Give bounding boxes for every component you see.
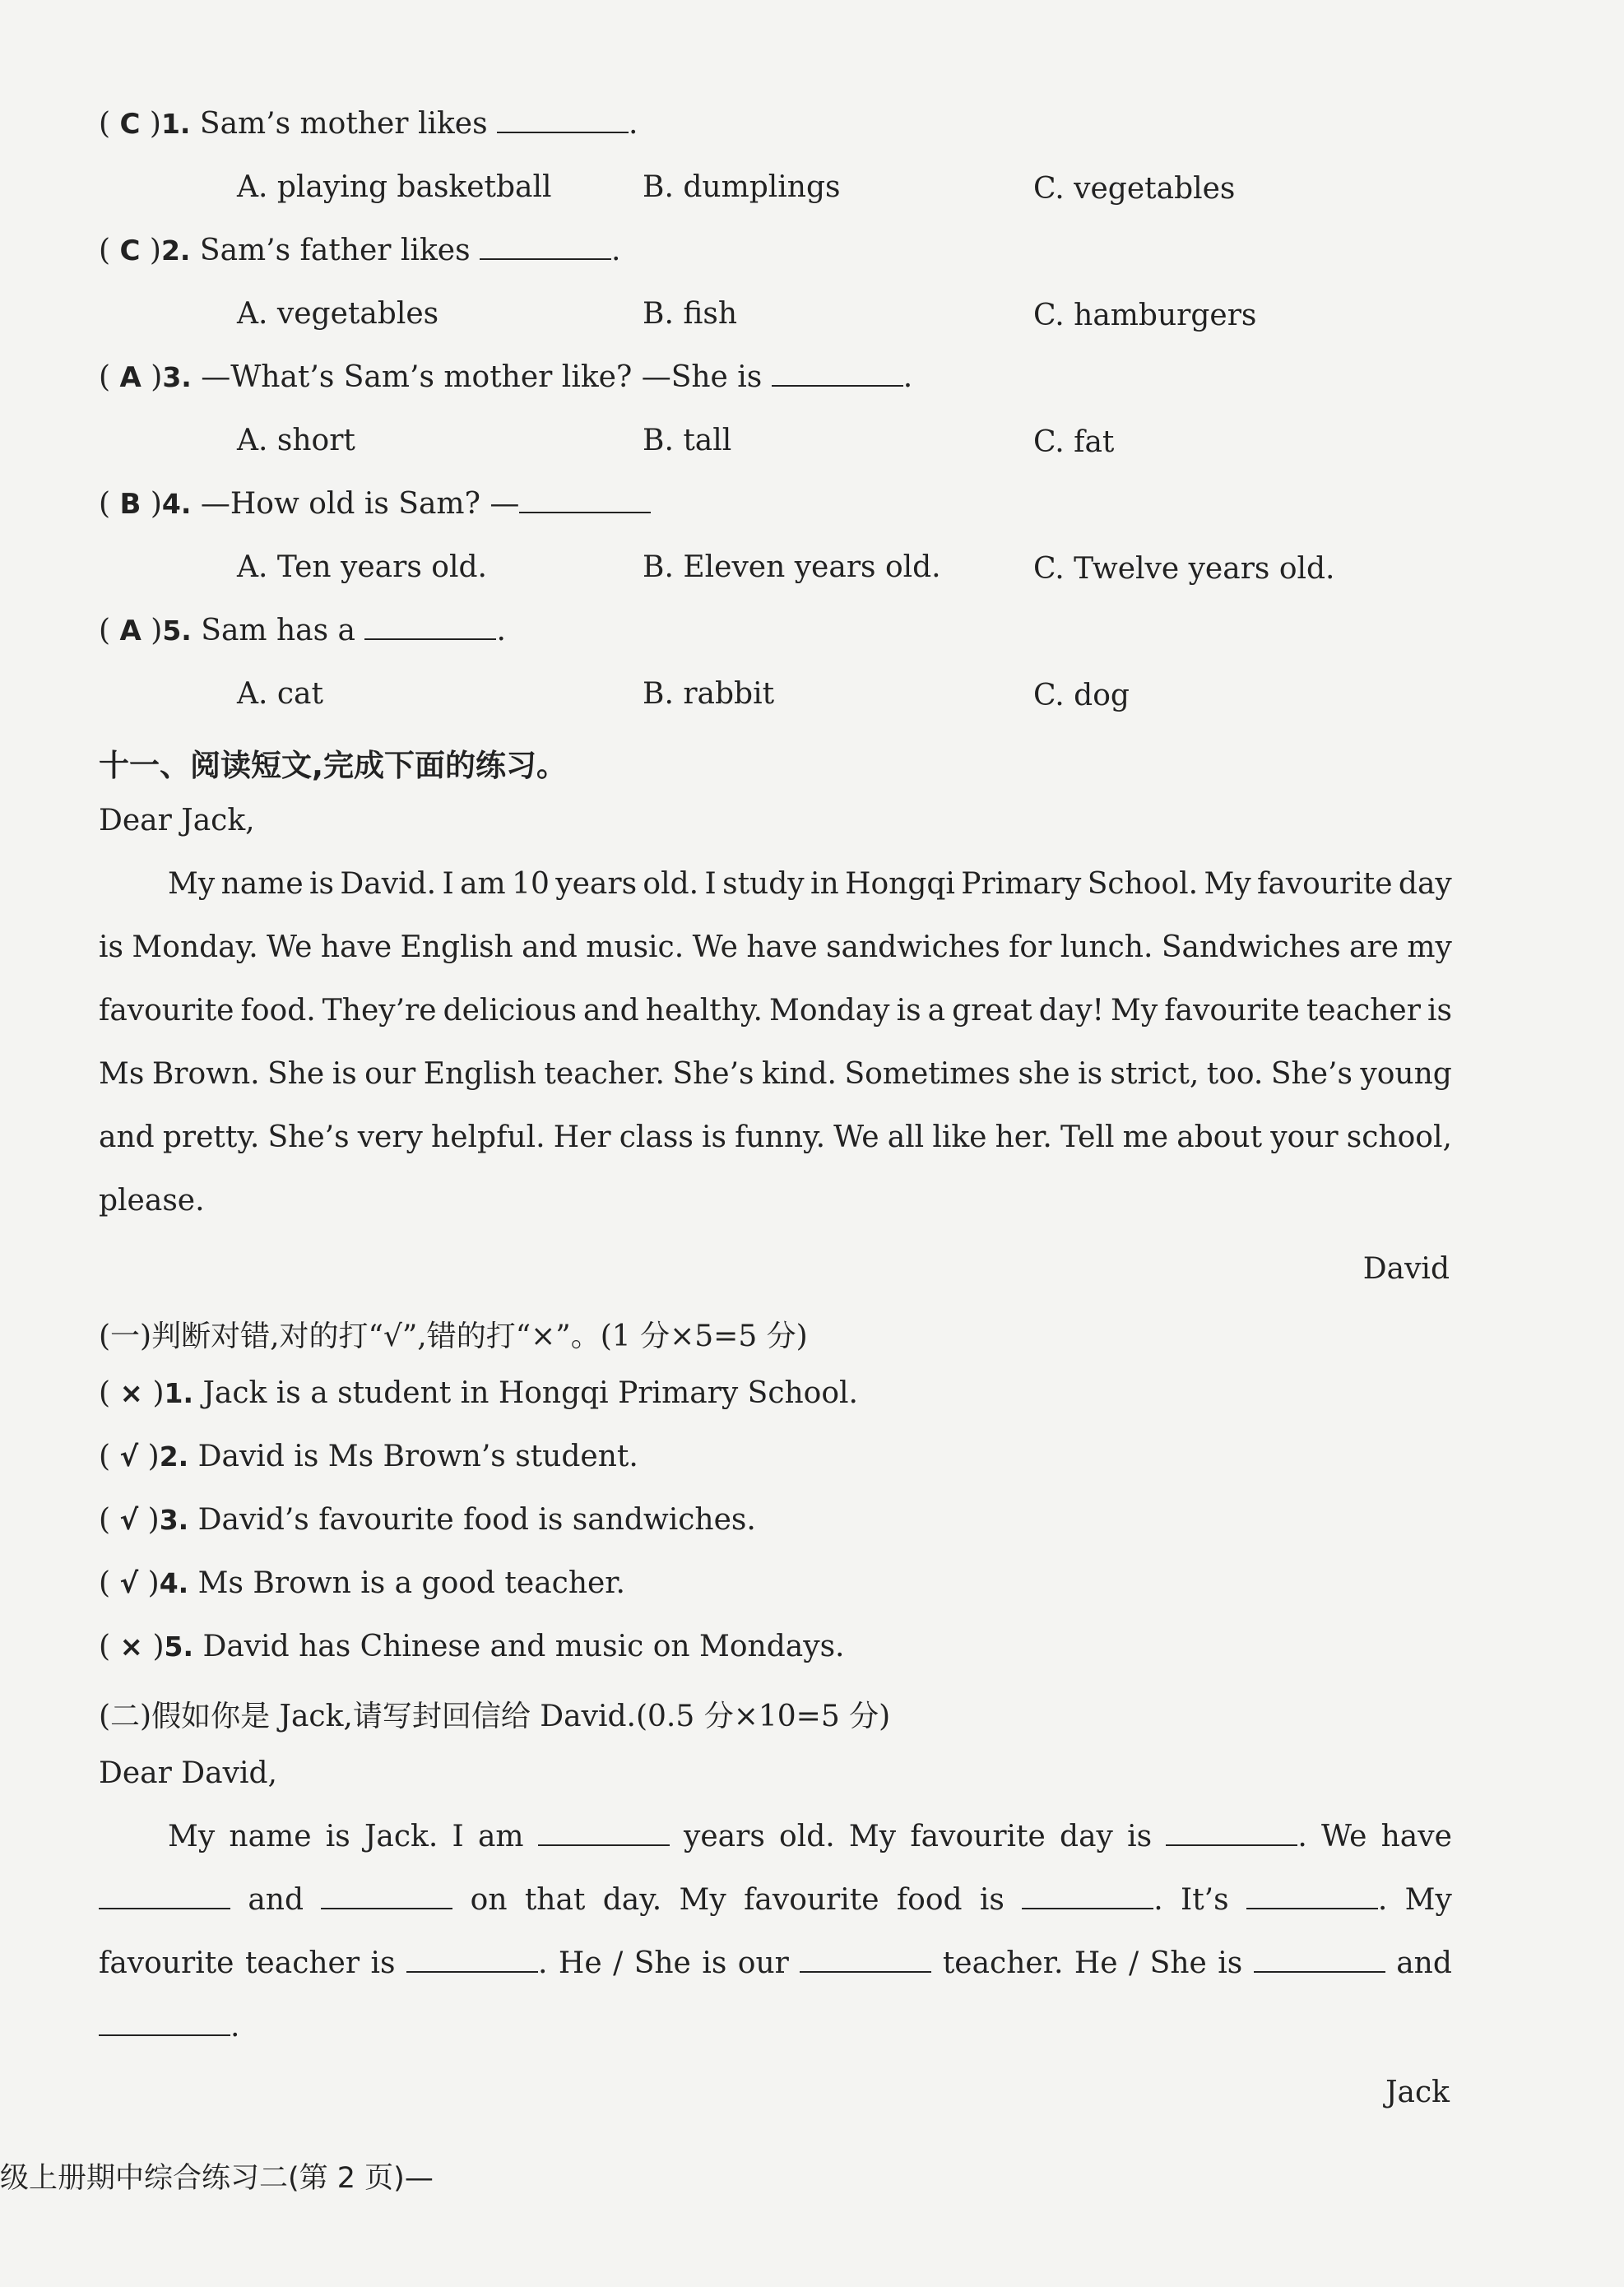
word: Her bbox=[553, 1120, 611, 1154]
word: We bbox=[833, 1120, 879, 1154]
word: food. bbox=[240, 994, 316, 1028]
justified-line bbox=[99, 930, 1452, 964]
word: My bbox=[168, 1820, 216, 1853]
word: all bbox=[887, 1120, 925, 1154]
answer-blank: . bbox=[1166, 1820, 1306, 1853]
punct: . bbox=[629, 107, 638, 141]
answer-blank: . bbox=[406, 1946, 547, 1980]
answer-blank bbox=[772, 360, 903, 387]
word: day bbox=[1060, 1820, 1113, 1853]
word: day. bbox=[602, 1883, 662, 1917]
word: is bbox=[370, 1946, 396, 1980]
blank-line bbox=[1022, 1883, 1153, 1909]
word: He bbox=[558, 1946, 602, 1980]
tf-item-2: ( √ )2. David is Ms Brown’s student. bbox=[99, 1440, 638, 1473]
word: music. bbox=[586, 930, 684, 964]
answer-blank bbox=[321, 1883, 452, 1917]
letter-line bbox=[168, 867, 1452, 901]
blank-line bbox=[99, 1883, 230, 1909]
option-a: A. cat bbox=[237, 677, 323, 711]
section-title: 十一、阅读短文,完成下面的练习。 bbox=[99, 748, 568, 783]
word: is bbox=[1078, 1057, 1103, 1091]
word: years bbox=[684, 1820, 765, 1853]
answer-blank: . bbox=[1246, 1883, 1387, 1917]
blank-line bbox=[406, 1946, 538, 1973]
word: day bbox=[1398, 867, 1452, 901]
question-text: Sam’s mother likes bbox=[199, 107, 498, 141]
word: teacher. bbox=[544, 1057, 665, 1091]
word: / bbox=[1129, 1946, 1139, 1980]
blank-line bbox=[1246, 1883, 1378, 1909]
word: about bbox=[1176, 1120, 1263, 1154]
answer-mark: √ bbox=[119, 1504, 139, 1537]
question-number: 2. bbox=[159, 1440, 189, 1473]
word: name bbox=[229, 1820, 312, 1853]
option-c: C. fat bbox=[1033, 425, 1115, 459]
option-a: A. vegetables bbox=[237, 297, 439, 331]
answer-mark: × bbox=[119, 1377, 143, 1410]
tf-item-5: ( × )5. David has Chinese and music on Mondays. bbox=[99, 1630, 845, 1663]
answer-blank bbox=[364, 614, 496, 640]
word: years bbox=[555, 867, 638, 901]
word: is bbox=[702, 1120, 726, 1154]
word: is bbox=[332, 1057, 357, 1091]
blank-line bbox=[321, 1883, 452, 1909]
word: her. bbox=[995, 1120, 1052, 1154]
letter-line: please. bbox=[99, 1184, 205, 1218]
answer-blank bbox=[1254, 1946, 1385, 1980]
word: is bbox=[325, 1820, 350, 1853]
word: pretty. bbox=[162, 1120, 260, 1154]
word: kind. bbox=[761, 1057, 837, 1091]
part1-title: (一)判断对错,对的打“√”,错的打“×”。(1 分×5=5 分) bbox=[99, 1320, 808, 1353]
word: Hongqi bbox=[845, 867, 955, 901]
option-b: B. rabbit bbox=[643, 677, 775, 711]
word: We bbox=[267, 930, 313, 964]
word: is bbox=[1127, 1820, 1153, 1853]
word: favourite bbox=[99, 994, 234, 1028]
word: that bbox=[524, 1883, 586, 1917]
word: healthy. bbox=[645, 994, 763, 1028]
letter-line bbox=[99, 1057, 1452, 1091]
word: for bbox=[1009, 930, 1052, 964]
word: great bbox=[952, 994, 1032, 1028]
option-a: A. Ten years old. bbox=[237, 550, 487, 584]
statement-text: Jack is a student in Hongqi Primary School. bbox=[202, 1376, 858, 1410]
option-b: B. fish bbox=[643, 297, 738, 331]
word: is bbox=[1427, 994, 1452, 1028]
answer-mark: √ bbox=[119, 1567, 139, 1600]
word: school, bbox=[1346, 1120, 1452, 1154]
word: I bbox=[442, 867, 454, 901]
answer-mark: √ bbox=[119, 1440, 139, 1473]
statement-text: Ms Brown is a good teacher. bbox=[197, 1566, 626, 1600]
word: English bbox=[423, 1057, 536, 1091]
word: helpful. bbox=[431, 1120, 545, 1154]
word: on bbox=[470, 1883, 508, 1917]
answer-mark: B bbox=[119, 488, 142, 521]
word: We bbox=[692, 930, 738, 964]
reply-line-3 bbox=[99, 1946, 1452, 1980]
word: delicious bbox=[443, 994, 577, 1028]
word: My bbox=[1404, 1883, 1452, 1917]
part2-title: (二)假如你是 Jack,请写封回信给 David.(0.5 分×10=5 分) bbox=[99, 1700, 891, 1733]
question-stem: ( C )2. Sam’s father likes . bbox=[99, 234, 621, 267]
justified-line bbox=[99, 2010, 1452, 2043]
word: is bbox=[979, 1883, 1005, 1917]
word: teacher bbox=[244, 1946, 360, 1980]
question-number: 3. bbox=[162, 361, 192, 393]
question-number: 2. bbox=[160, 234, 191, 267]
letter-line bbox=[99, 930, 1452, 964]
word: name bbox=[220, 867, 304, 901]
option-c: C. vegetables bbox=[1033, 172, 1236, 206]
answer-blank: . bbox=[99, 2010, 239, 2043]
word: 10 bbox=[512, 867, 550, 901]
option-c: C. hamburgers bbox=[1033, 299, 1257, 332]
answer-blank bbox=[99, 1883, 230, 1917]
option-a: A. playing basketball bbox=[237, 170, 552, 204]
option-b: B. tall bbox=[643, 424, 732, 457]
word: Monday bbox=[768, 994, 890, 1028]
question-number: 5. bbox=[162, 615, 192, 647]
reply-line-4 bbox=[99, 2010, 1452, 2043]
word: Sandwiches bbox=[1161, 930, 1341, 964]
word: she bbox=[1018, 1057, 1070, 1091]
statement-text: David is Ms Brown’s student. bbox=[197, 1440, 638, 1473]
word: Tell bbox=[1060, 1120, 1115, 1154]
word: I bbox=[704, 867, 717, 901]
word: like bbox=[932, 1120, 987, 1154]
word: She’s bbox=[267, 1120, 350, 1154]
letter-line bbox=[99, 1120, 1452, 1154]
word: He bbox=[1074, 1946, 1118, 1980]
word: old. bbox=[779, 1820, 835, 1853]
word: We bbox=[1321, 1820, 1367, 1853]
justified-line bbox=[99, 1120, 1452, 1154]
answer-blank: . bbox=[1022, 1883, 1162, 1917]
word: me bbox=[1122, 1120, 1169, 1154]
question-text: Sam has a bbox=[201, 614, 365, 647]
word: Jack. bbox=[364, 1820, 438, 1853]
word: funny. bbox=[735, 1120, 826, 1154]
question-stem: ( B )4. —How old is Sam? — bbox=[99, 487, 651, 521]
question-text: —What’s Sam’s mother like? —She is bbox=[201, 360, 772, 394]
word: have bbox=[1380, 1820, 1452, 1853]
word: in bbox=[810, 867, 839, 901]
word: very bbox=[357, 1120, 423, 1154]
word: old. bbox=[643, 867, 699, 901]
blank-line bbox=[1166, 1820, 1297, 1846]
word: and bbox=[99, 1120, 155, 1154]
answer-blank bbox=[538, 1820, 670, 1853]
question-number: 5. bbox=[164, 1631, 193, 1663]
answer-blank bbox=[800, 1946, 931, 1980]
word: and bbox=[1396, 1946, 1452, 1980]
option-b: B. dumplings bbox=[643, 170, 841, 204]
word: day! bbox=[1038, 994, 1104, 1028]
blank-line bbox=[1254, 1946, 1385, 1973]
answer-mark: C bbox=[119, 108, 141, 141]
word: Primary bbox=[961, 867, 1082, 901]
word: our bbox=[737, 1946, 789, 1980]
question-number: 1. bbox=[164, 1377, 193, 1409]
word: teacher bbox=[1306, 994, 1421, 1028]
word: She’s bbox=[672, 1057, 754, 1091]
word: is bbox=[99, 930, 123, 964]
word: / bbox=[613, 1946, 624, 1980]
word: I bbox=[452, 1820, 464, 1853]
word: My bbox=[1204, 867, 1251, 901]
justified-line bbox=[99, 1946, 1452, 1980]
word: David. bbox=[340, 867, 437, 901]
option-a: A. short bbox=[237, 424, 355, 457]
answer-mark: C bbox=[119, 234, 141, 267]
word: and bbox=[522, 930, 578, 964]
question-stem: ( A )5. Sam has a . bbox=[99, 614, 506, 647]
word: My bbox=[1111, 994, 1158, 1028]
word: and bbox=[248, 1883, 304, 1917]
word: My bbox=[168, 867, 216, 901]
word: am bbox=[460, 867, 506, 901]
word: class bbox=[619, 1120, 694, 1154]
word: my bbox=[1407, 930, 1452, 964]
word: have bbox=[320, 930, 392, 964]
page-footer: 级上册期中综合练习二(第 2 页)— bbox=[0, 2162, 434, 2195]
word: food bbox=[896, 1883, 963, 1917]
word: favourite bbox=[99, 1946, 234, 1980]
letter-signature: David bbox=[1362, 1252, 1450, 1286]
blank-line bbox=[99, 2010, 230, 2036]
letter-greeting: Dear Jack, bbox=[99, 804, 255, 837]
question-stem: ( C )1. Sam’s mother likes . bbox=[99, 107, 638, 141]
question-number: 1. bbox=[160, 108, 191, 140]
word: Monday. bbox=[132, 930, 258, 964]
justified-line bbox=[168, 867, 1452, 901]
word: study bbox=[722, 867, 805, 901]
word: am bbox=[477, 1820, 524, 1853]
punct: . bbox=[611, 234, 621, 267]
question-number: 3. bbox=[159, 1504, 189, 1536]
punct: . bbox=[902, 360, 913, 394]
tf-item-3: ( √ )3. David’s favourite food is sandwiches. bbox=[99, 1503, 756, 1537]
word: She bbox=[1149, 1946, 1207, 1980]
word: My bbox=[679, 1883, 726, 1917]
question-number: 4. bbox=[159, 1567, 189, 1599]
word: lunch. bbox=[1060, 930, 1153, 964]
option-b: B. Eleven years old. bbox=[643, 550, 941, 584]
word: strict, bbox=[1110, 1057, 1199, 1091]
word: Sometimes bbox=[844, 1057, 1011, 1091]
word: too. bbox=[1206, 1057, 1264, 1091]
reply-line-2 bbox=[99, 1883, 1452, 1917]
answer-mark: × bbox=[119, 1631, 143, 1663]
word: is bbox=[896, 994, 921, 1028]
reply-signature: Jack bbox=[1385, 2076, 1450, 2109]
word: She bbox=[633, 1946, 691, 1980]
word: our bbox=[364, 1057, 416, 1091]
word: favourite bbox=[1257, 867, 1393, 901]
answer-blank bbox=[480, 234, 611, 260]
letter-line bbox=[99, 994, 1452, 1028]
word: a bbox=[927, 994, 946, 1028]
word: She bbox=[267, 1057, 325, 1091]
option-c: C. Twelve years old. bbox=[1033, 552, 1335, 586]
question-text: —How old is Sam? — bbox=[200, 487, 520, 521]
reply-line-1 bbox=[168, 1820, 1452, 1853]
word: teacher. bbox=[942, 1946, 1064, 1980]
word: favourite bbox=[744, 1883, 879, 1917]
tf-item-1: ( × )1. Jack is a student in Hongqi Primary School. bbox=[99, 1376, 858, 1410]
word: School. bbox=[1087, 867, 1199, 901]
punct: . bbox=[496, 614, 506, 647]
word: is bbox=[702, 1946, 727, 1980]
tf-item-4: ( √ )4. Ms Brown is a good teacher. bbox=[99, 1566, 626, 1600]
option-c: C. dog bbox=[1033, 679, 1130, 712]
word: your bbox=[1270, 1120, 1339, 1154]
answer-mark: A bbox=[119, 361, 142, 394]
word: and bbox=[583, 994, 639, 1028]
justified-line bbox=[168, 1820, 1452, 1853]
justified-line bbox=[99, 994, 1452, 1028]
answer-blank bbox=[519, 487, 651, 513]
word: favourite bbox=[1164, 994, 1300, 1028]
word: My bbox=[848, 1820, 897, 1853]
statement-text: David’s favourite food is sandwiches. bbox=[197, 1503, 756, 1537]
word: young bbox=[1360, 1057, 1452, 1091]
answer-blank bbox=[497, 107, 629, 133]
blank-line bbox=[538, 1820, 670, 1846]
question-number: 4. bbox=[161, 488, 192, 520]
word: English bbox=[400, 930, 513, 964]
word: It’s bbox=[1180, 1883, 1229, 1917]
word: sandwiches bbox=[826, 930, 1000, 964]
word: favourite bbox=[910, 1820, 1046, 1853]
statement-text: David has Chinese and music on Mondays. bbox=[202, 1630, 845, 1663]
word: is bbox=[1218, 1946, 1243, 1980]
word: have bbox=[746, 930, 818, 964]
question-text: Sam’s father likes bbox=[199, 234, 480, 267]
justified-line bbox=[99, 1883, 1452, 1917]
word: Ms bbox=[99, 1057, 145, 1091]
word: They’re bbox=[322, 994, 437, 1028]
blank-line bbox=[800, 1946, 931, 1973]
word: are bbox=[1349, 930, 1399, 964]
question-stem: ( A )3. —What’s Sam’s mother like? —She is . bbox=[99, 360, 913, 394]
word: She’s bbox=[1270, 1057, 1353, 1091]
word: is bbox=[309, 867, 335, 901]
word: Brown. bbox=[151, 1057, 260, 1091]
answer-mark: A bbox=[119, 615, 142, 647]
justified-line bbox=[99, 1057, 1452, 1091]
reply-greeting: Dear David, bbox=[99, 1756, 277, 1790]
